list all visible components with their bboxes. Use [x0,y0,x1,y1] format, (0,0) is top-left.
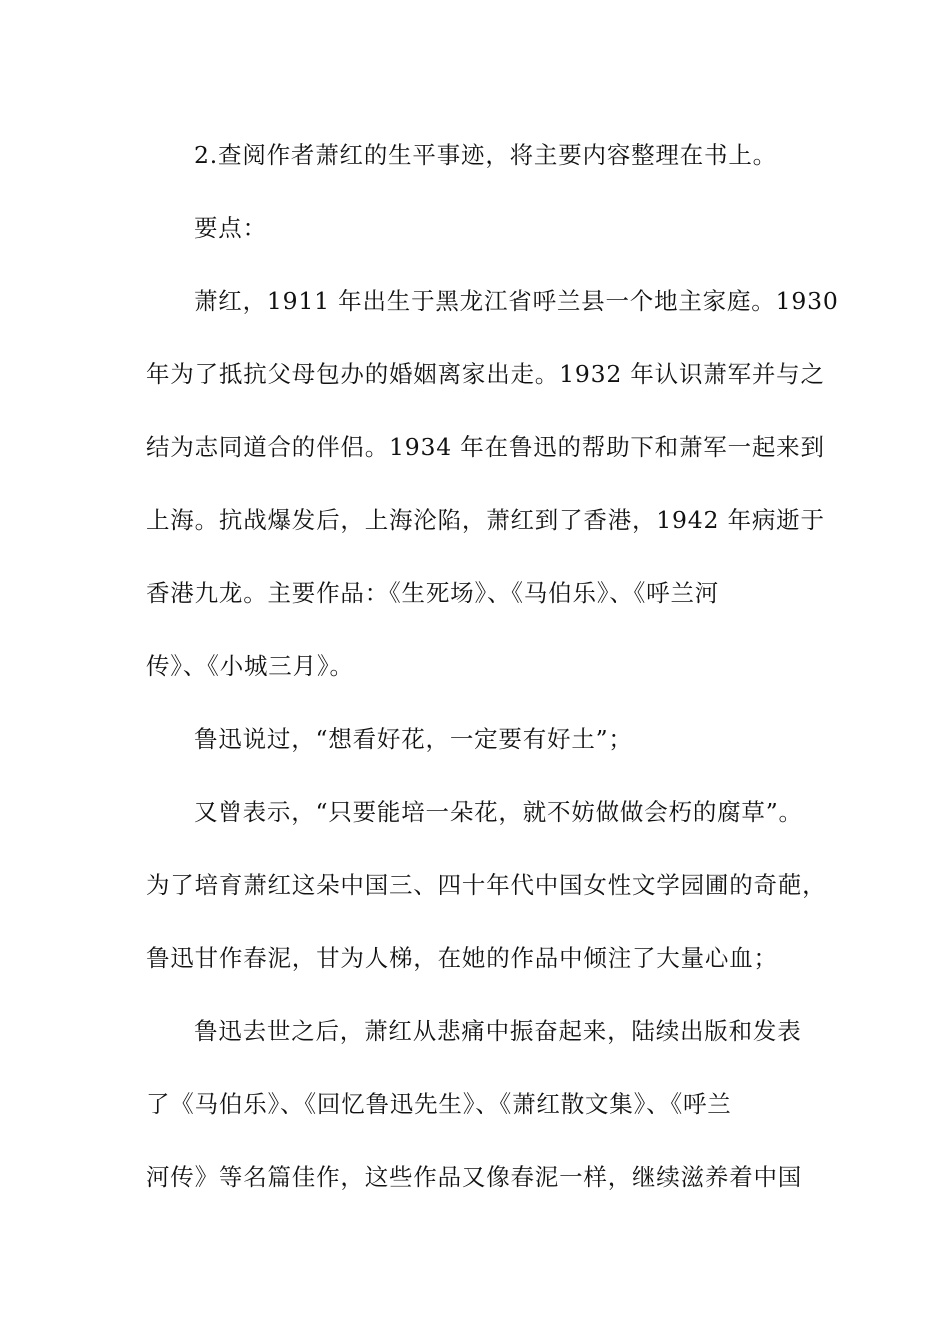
paragraph-line: 结为志同道合的伴侣。1934 年在鲁迅的帮助下和萧军一起来到 [146,433,825,461]
paragraph-line: 萧红，1911 年出生于黑龙江省呼兰县一个地主家庭。1930 [194,287,839,315]
paragraph-line: 了《马伯乐》、《回忆鲁迅先生》、《萧红散文集》、《呼兰 [146,1090,732,1118]
paragraph-line: 上海。抗战爆发后，上海沦陷，萧红到了香港，1942 年病逝于 [146,506,825,534]
key-points-label: 要点： [194,214,267,242]
paragraph-line: 又曾表示，“只要能培一朵花，就不妨做做会朽的腐草”。 [194,798,803,826]
paragraph-line: 香港九龙。主要作品：《生死场》、《马伯乐》、《呼兰河 [146,579,720,607]
paragraph-line: 河传》等名篇佳作，这些作品又像春泥一样，继续滋养着中国 [146,1163,803,1191]
paragraph-line: 鲁迅说过，“想看好花，一定要有好土”； [194,725,633,753]
paragraph-line: 鲁迅去世之后，萧红从悲痛中振奋起来，陆续出版和发表 [194,1017,802,1045]
task-heading: 2.查阅作者萧红的生平事迹，将主要内容整理在书上。 [194,141,777,169]
paragraph-line: 年为了抵抗父母包办的婚姻离家出走。1932 年认识萧军并与之 [146,360,825,388]
paragraph-line: 鲁迅甘作春泥，甘为人梯，在她的作品中倾注了大量心血； [146,944,778,972]
paragraph-line: 为了培育萧红这朵中国三、四十年代中国女性文学园圃的奇葩， [146,871,827,899]
paragraph-line: 传》、《小城三月》。 [146,652,354,680]
